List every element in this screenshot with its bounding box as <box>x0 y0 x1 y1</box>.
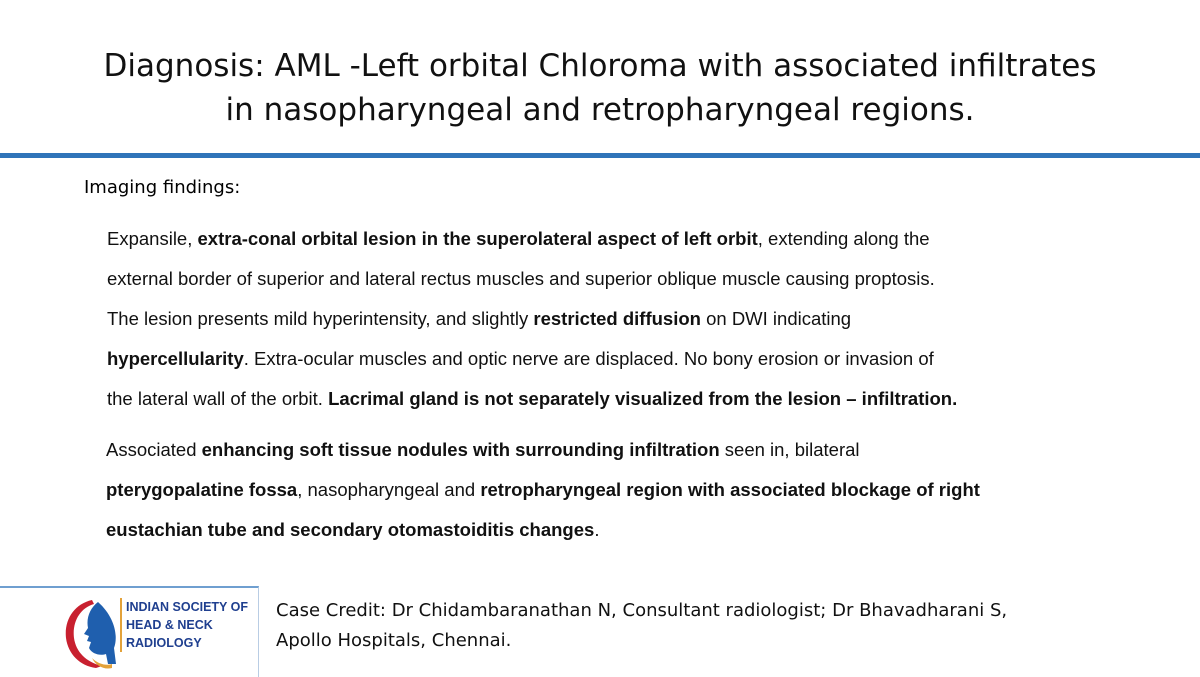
text-run: external border of superior and lateral rectus muscles and superior oblique muscle causing proptosis. <box>107 268 935 289</box>
slide-title-line-1: Diagnosis: AML -Left orbital Chloroma with associated infiltrates <box>103 48 1097 84</box>
text-run: , nasopharyngeal and <box>297 479 481 500</box>
bold-text-run: retropharyngeal region with associated blockage of right <box>480 479 980 500</box>
bold-text-run: extra-conal orbital lesion in the superolateral aspect of left orbit <box>197 228 758 249</box>
paragraph-line <box>107 339 957 379</box>
paragraph-line <box>107 379 957 419</box>
bold-text-run: Lacrimal gland is not separately visualized from the lesion – infiltration. <box>328 388 958 409</box>
paragraph-line <box>106 510 980 550</box>
bold-text-run: hypercellularity <box>107 348 244 369</box>
case-credit-line-2: Apollo Hospitals, Chennai. <box>276 630 512 651</box>
bold-text-run: eustachian tube and secondary otomastoiditis changes <box>106 519 595 540</box>
head-profile-logo-icon <box>62 594 118 672</box>
text-run: , extending along the <box>757 228 930 249</box>
findings-paragraph-1 <box>107 219 957 419</box>
society-logo <box>0 586 259 677</box>
bold-text-run: pterygopalatine fossa <box>106 479 298 500</box>
text-run: . Extra-ocular muscles and optic nerve are displaced. No bony erosion or invasion of <box>243 348 934 369</box>
paragraph-line <box>107 219 957 259</box>
title-divider <box>0 153 1200 158</box>
text-run: on DWI indicating <box>700 308 852 329</box>
text-run: the lateral wall of the orbit. <box>107 388 329 409</box>
paragraph-line <box>106 470 980 510</box>
section-heading: Imaging findings: <box>84 177 241 198</box>
paragraph-line <box>107 259 957 299</box>
bold-text-run: enhancing soft tissue nodules with surrounding infiltration <box>201 439 720 460</box>
case-credit <box>276 596 1007 656</box>
text-run: seen in, bilateral <box>719 439 860 460</box>
text-run: . <box>594 519 600 540</box>
findings-paragraph-2 <box>106 430 980 550</box>
logo-text-line: RADIOLOGY <box>126 636 202 650</box>
slide-title-line-2: in nasopharyngeal and retropharyngeal regions. <box>225 92 975 128</box>
text-run: Expansile, <box>107 228 198 249</box>
slide-title <box>40 44 1160 132</box>
paragraph-line <box>106 430 980 470</box>
logo-text-line: INDIAN SOCIETY OF <box>126 600 249 614</box>
bold-text-run: restricted diffusion <box>533 308 701 329</box>
case-credit-line-1: Case Credit: Dr Chidambaranathan N, Consultant radiologist; Dr Bhavadharani S, <box>276 600 1008 621</box>
text-run: The lesion presents mild hyperintensity, and slightly <box>107 308 534 329</box>
logo-text <box>120 598 248 652</box>
text-run: Associated <box>106 439 202 460</box>
logo-text-line: HEAD & NECK <box>126 618 213 632</box>
paragraph-line <box>107 299 957 339</box>
